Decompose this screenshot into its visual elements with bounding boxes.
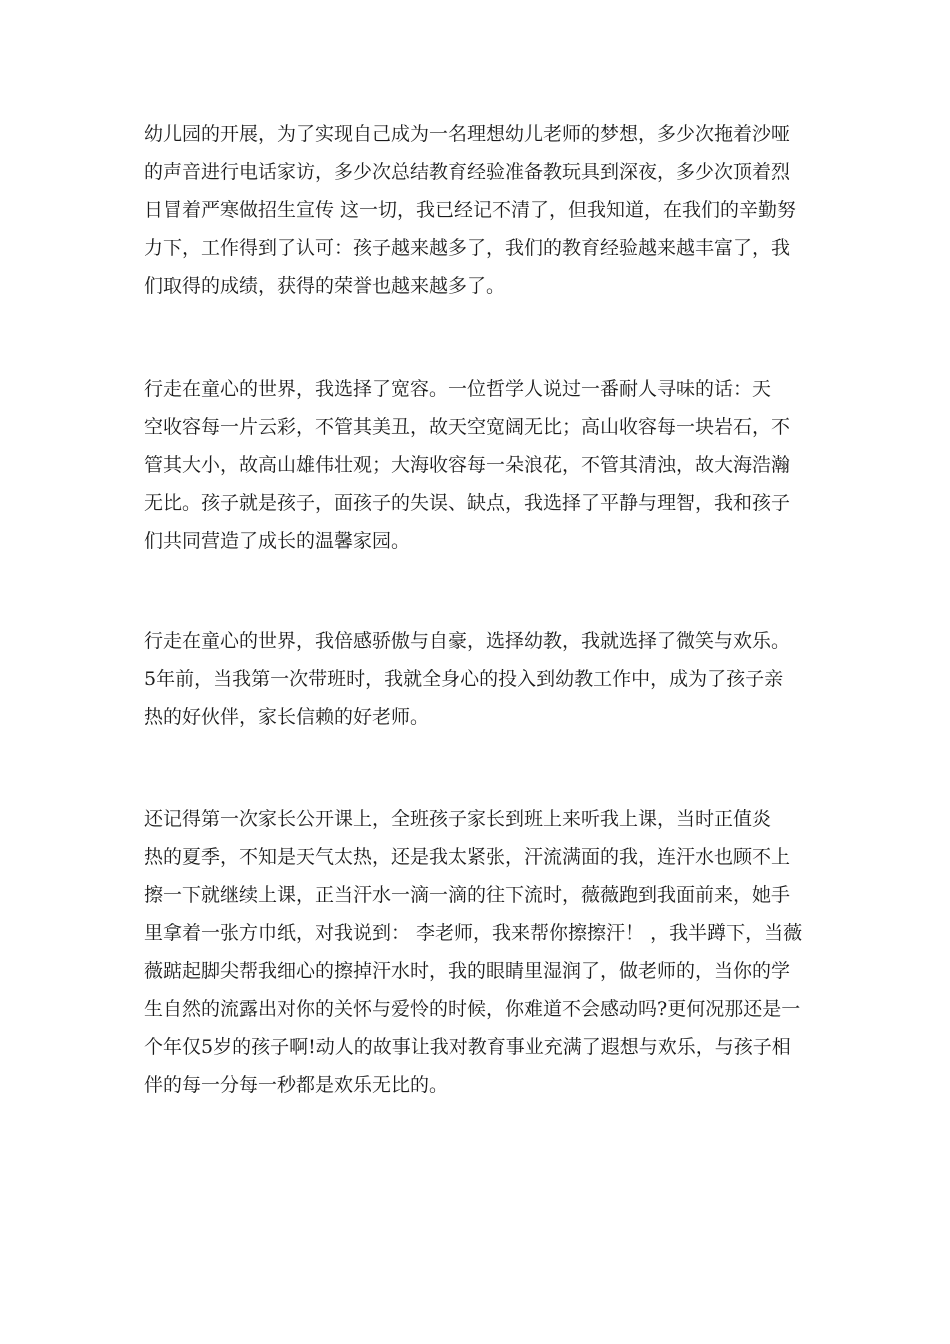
paragraph-line: 空收容每一片云彩，不管其美丑，故天空宽阔无比；高山收容每一块岩石，不 <box>144 416 791 438</box>
paragraph-line: 生自然的流露出对你的关怀与爱怜的时候，你难道不会感动吗?更何况那还是一 <box>144 998 801 1020</box>
paragraph-line: 行走在童心的世界，我选择了宽容。一位哲学人说过一番耐人寻味的话：天 <box>144 378 772 400</box>
paragraph-line: 擦一下就继续上课，正当汗水一滴一滴的往下流时，薇薇跑到我面前来，她手 <box>144 884 791 906</box>
paragraph-line: 热的夏季，不知是天气太热，还是我太紧张，汗流满面的我，连汗水也顾不上 <box>144 846 791 868</box>
paragraph-line: 里拿着一张方巾纸，对我说到： 李老师，我来帮你擦擦汗！ ，我半蹲下，当薇 <box>144 922 803 944</box>
paragraph-line: 无比。孩子就是孩子，面孩子的失误、缺点，我选择了平静与理智，我和孩子 <box>144 492 791 514</box>
paragraph-line: 还记得第一次家长公开课上，全班孩子家长到班上来听我上课，当时正值炎 <box>144 808 772 830</box>
paragraph-line: 日冒着严寒做招生宣传 这一切，我已经记不清了，但我知道，在我们的辛勤努 <box>144 199 797 221</box>
paragraph-line: 行走在童心的世界，我倍感骄傲与自豪，选择幼教，我就选择了微笑与欢乐。 <box>144 630 791 652</box>
paragraph-line: 伴的每一分每一秒都是欢乐无比的。 <box>144 1074 449 1096</box>
paragraph-line: 薇踮起脚尖帮我细心的擦掉汗水时，我的眼睛里湿润了，做老师的，当你的学 <box>144 960 791 982</box>
paragraph-4 <box>144 800 814 1104</box>
paragraph-2 <box>144 370 814 560</box>
paragraph-line: 热的好伙伴，家长信赖的好老师。 <box>144 706 430 728</box>
paragraph-line: 幼儿园的开展，为了实现自己成为一名理想幼儿老师的梦想，多少次拖着沙哑 <box>144 123 791 145</box>
paragraph-line: 5年前，当我第一次带班时，我就全身心的投入到幼教工作中，成为了孩子亲 <box>144 668 784 690</box>
paragraph-line: 的声音进行电话家访，多少次总结教育经验准备教玩具到深夜，多少次顶着烈 <box>144 161 791 183</box>
paragraph-line: 们共同营造了成长的温馨家园。 <box>144 530 411 552</box>
paragraph-line: 们取得的成绩，获得的荣誉也越来越多了。 <box>144 275 506 297</box>
paragraph-1 <box>144 115 814 305</box>
paragraph-line: 个年仅5岁的孩子啊!动人的故事让我对教育事业充满了遐想与欢乐，与孩子相 <box>144 1036 791 1058</box>
paragraph-line: 管其大小，故高山雄伟壮观；大海收容每一朵浪花，不管其清浊，故大海浩瀚 <box>144 454 791 476</box>
paragraph-3 <box>144 622 814 736</box>
paragraph-line: 力下，工作得到了认可：孩子越来越多了，我们的教育经验越来越丰富了，我 <box>144 237 791 259</box>
